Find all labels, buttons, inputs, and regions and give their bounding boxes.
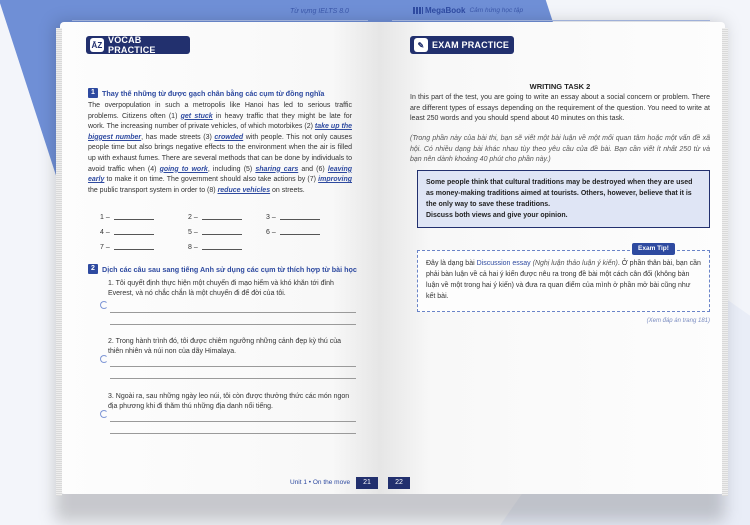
prompt-statement: Some people think that cultural traditions may be destroyed when they are used as money-making traditions aimed at tourists. Others, however, believe that it is the only way to save these traditions. [426, 179, 693, 208]
q1-heading-text: Thay thế những từ được gạch chân bằng các cụm từ đồng nghĩa [102, 88, 325, 98]
page-number-right: 22 [388, 477, 410, 489]
logo-slogan: Cảm hứng học tập [469, 7, 524, 14]
essay-prompt-box [417, 170, 710, 228]
logo-bars-icon [413, 7, 423, 14]
blank-line[interactable] [202, 234, 242, 235]
answer-line[interactable] [110, 433, 356, 434]
q1-text: the public transport system in order to (8) [88, 186, 218, 194]
blank-line[interactable] [114, 234, 154, 235]
q1-text: The overpopulation in such a metropolis like Hanoi has led to serious traffic problems. Citizens often (1) [88, 102, 352, 120]
q2-item-1: 1. Tôi quyết định thực hiện một chuyến đi mạo hiểm và khó khăn tới đỉnh Everest, và nó chắc chắn là một chuyến đi để đời của tôi. [108, 280, 334, 297]
q2-heading-text: Dịch các câu sau sang tiếng Anh sử dụng các cụm từ thích hợp từ bài học [102, 264, 357, 274]
blank-8[interactable] [188, 244, 242, 251]
blank-line[interactable] [202, 219, 242, 220]
task-intro-vi: (Trong phần này của bài thi, bạn sẽ viết một bài luận về một mối quan tâm hoặc một vấn đề xã hội. Có nhiều dạng bài khác nhau tùy theo yêu cầu của đề bài. Bạn cần viết ít nhất 250 từ và bạn nên dành khoảng 40 phút cho phần này.) [410, 135, 710, 164]
blank-label: 7 – [100, 244, 110, 251]
q1-text: on streets. [270, 186, 305, 194]
blank-line[interactable] [202, 249, 242, 250]
q1-text: to make it on time. The government should also take actions by (7) [104, 176, 319, 184]
exam-tip-box [417, 250, 710, 312]
blank-7[interactable] [100, 244, 154, 251]
q1-paragraph [88, 101, 352, 196]
blank-label: 4 – [100, 229, 110, 236]
q1-text: , has made streets (3) [141, 133, 215, 141]
answer-line[interactable] [110, 421, 356, 422]
page-number-left: 21 [356, 477, 378, 489]
answer-line[interactable] [110, 324, 356, 325]
vocab-practice-title: VOCAB PRACTICE [108, 35, 156, 55]
answer-reference: (Xem đáp án trang 181) [646, 318, 710, 324]
q1-underline-6: leaving early [88, 165, 352, 184]
q1-underline-1: get stuck [180, 112, 213, 120]
task-intro: In this part of the test, you are going to write an essay about a social concern or problem. There are different types of essays depending on the requirement of the question. You need to write at least 250 words and you should spend about 40 minutes on this task. [410, 94, 710, 123]
blank-4[interactable] [100, 229, 154, 236]
q1-number: 1 [88, 88, 98, 98]
q2-number: 2 [88, 264, 98, 274]
blank-label: 8 – [188, 244, 198, 251]
q1-text: and (6) [298, 165, 328, 173]
q1-text: in heavy traffic that they might be late for work. The increasing number of private vehicles, of which motorbikes (2) [88, 112, 353, 131]
right-header-rule [392, 20, 710, 21]
curl-icon [100, 355, 108, 363]
left-header-rule [72, 20, 368, 21]
blank-3[interactable] [266, 214, 320, 221]
q1-underline-8: reduce vehicles [217, 186, 271, 194]
blank-5[interactable] [188, 229, 242, 236]
q1-underline-5: sharing cars [255, 165, 299, 173]
tip-essay-note: (Nghị luận thảo luận ý kiến) [530, 260, 618, 267]
logo-text: MegaBook [425, 6, 466, 15]
answer-line[interactable] [110, 312, 356, 313]
exam-tip-tag: Exam Tip! [632, 243, 675, 255]
vocab-practice-banner [86, 36, 190, 54]
q1-underline-7: improving [318, 176, 352, 184]
answer-line[interactable] [110, 378, 356, 379]
blank-label: 5 – [188, 229, 198, 236]
blank-line[interactable] [280, 234, 320, 235]
blank-2[interactable] [188, 214, 242, 221]
blank-label: 3 – [266, 214, 276, 221]
right-page-edge [722, 28, 728, 496]
q1-underline-2: take up the biggest number [88, 123, 352, 141]
exam-practice-title: EXAM PRACTICE [432, 40, 510, 50]
q2-item-3: 3. Ngoài ra, sau những ngày leo núi, tôi còn được thưởng thức các món ngon địa phương khi đi thăm thú những địa danh nổi tiếng. [108, 393, 350, 410]
blank-6[interactable] [266, 229, 320, 236]
q1-underline-4: going to work [159, 165, 208, 173]
blank-label: 2 – [188, 214, 198, 221]
vocab-icon: ĀZ [90, 38, 104, 52]
exam-practice-banner [410, 36, 514, 54]
tip-text: Đây là dạng bài [426, 260, 477, 267]
megabook-logo [413, 6, 523, 15]
blank-line[interactable] [114, 249, 154, 250]
blank-1[interactable] [100, 214, 154, 221]
q1-heading [88, 88, 368, 98]
answer-line[interactable] [110, 366, 356, 367]
tip-text: . Ở phần thân bài, bạn cần phải bàn luận về cả hai ý kiến được nêu ra trong đề bài một cách cân đối (không bàn luận về một trong hai ý kiến) và đưa ra quan điểm của mình ở phần mở bài cũng như kết bài. [426, 260, 701, 300]
q1-text: with people. This not only causes people time but also brings negative effects to the environment when the air is filled up with exhaust fumes. There are several methods that can be done by individuals to avoid traffic when (4) [88, 133, 352, 173]
left-page-edge [56, 28, 62, 496]
q1-underline-3: crowded [214, 133, 244, 141]
blank-line[interactable] [280, 219, 320, 220]
q2-heading [88, 264, 368, 274]
q1-text: , including (5) [207, 165, 256, 173]
writing-task-title: WRITING TASK 2 [529, 82, 591, 91]
curl-icon [100, 410, 108, 418]
tip-essay-type: Discussion essay [476, 260, 531, 267]
blank-label: 1 – [100, 214, 110, 221]
q2-item-2: 2. Trong hành trình đó, tôi được chiêm ngưỡng những cảnh đẹp kỳ thú của thiên nhiên và núi non của dãy Himalaya. [108, 338, 341, 355]
blank-line[interactable] [114, 219, 154, 220]
pencil-icon: ✎ [414, 38, 428, 52]
prompt-instruction: Discuss both views and give your opinion. [426, 212, 568, 219]
blank-label: 6 – [266, 229, 276, 236]
curl-icon [100, 301, 108, 309]
unit-footer: Unit 1 • On the move [290, 479, 351, 486]
left-running-header: Từ vựng IELTS 8.0 [290, 8, 349, 15]
